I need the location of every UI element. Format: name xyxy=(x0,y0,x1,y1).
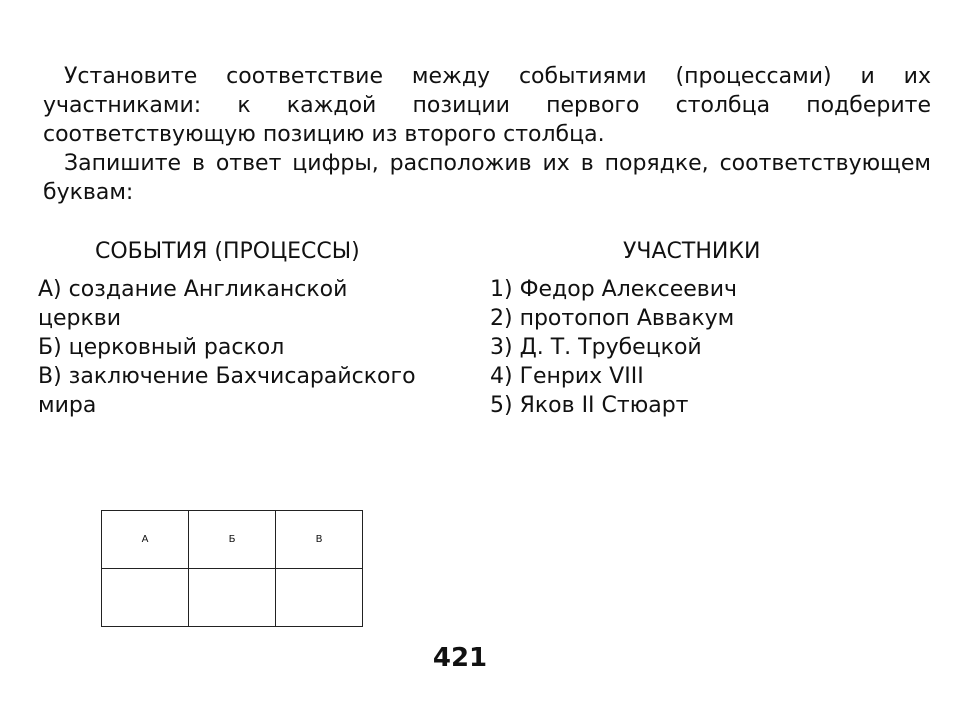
answer-table xyxy=(101,510,363,627)
participant-item-4: 4) Генрих VIII xyxy=(490,364,644,389)
answer-cell-b[interactable] xyxy=(189,569,276,627)
participant-item-3: 3) Д. Т. Трубецкой xyxy=(490,335,702,360)
participants-list xyxy=(490,275,910,420)
answer-header-a: А xyxy=(102,511,189,569)
instruction-paragraph-1: Установите соответствие между событиями (процессами) и их участниками: к каждой позиции первого столбца подберите соответствующую позицию из второго столбца. xyxy=(43,64,931,147)
instruction-paragraph-2: Запишите в ответ цифры, расположив их в порядке, соответствующем буквам: xyxy=(43,151,931,205)
events-list xyxy=(38,275,418,420)
answer-cell-a[interactable] xyxy=(102,569,189,627)
answer-table-input-row xyxy=(102,569,363,627)
participant-item-1: 1) Федор Алексеевич xyxy=(490,277,738,302)
events-column-header: СОБЫТИЯ (ПРОЦЕССЫ) xyxy=(95,239,360,264)
event-item-b: Б) церковный раскол xyxy=(38,335,285,360)
participants-column-header: УЧАСТНИКИ xyxy=(623,239,761,264)
event-item-a: А) создание Англиканской церкви xyxy=(38,277,348,331)
task-instructions xyxy=(43,62,931,207)
answer-table-header-row xyxy=(102,511,363,569)
answer-header-v: В xyxy=(276,511,363,569)
answer-header-b: Б xyxy=(189,511,276,569)
event-item-v: В) заключение Бахчисарайского мира xyxy=(38,364,416,418)
page-number: 421 xyxy=(432,643,488,673)
participant-item-2: 2) протопоп Аввакум xyxy=(490,306,735,331)
answer-cell-v[interactable] xyxy=(276,569,363,627)
participant-item-5: 5) Яков II Стюарт xyxy=(490,393,689,418)
